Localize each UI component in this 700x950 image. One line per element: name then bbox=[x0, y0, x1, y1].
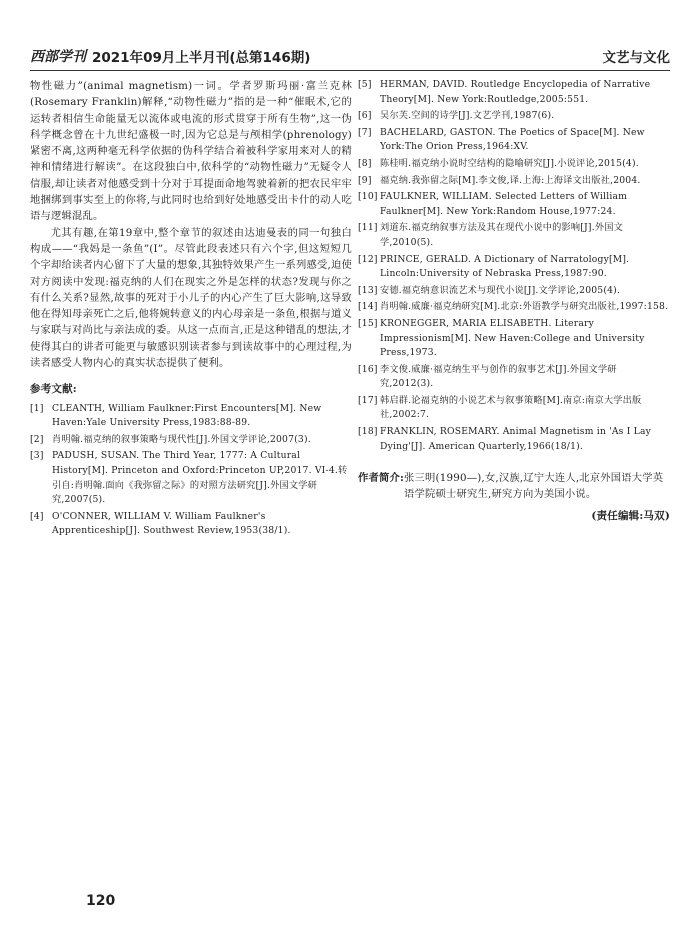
page-number: 120 bbox=[86, 893, 116, 909]
reference-text: 吴尔芙.空间的诗学[J].文艺学刊,1987(6). bbox=[380, 110, 555, 122]
reference-number: [1] bbox=[30, 402, 44, 414]
reference-text: 李文俊.威廉·福克纳生平与创作的叙事艺术[J].外国文学研究,2012(3). bbox=[380, 363, 617, 390]
reference-number: [4] bbox=[30, 510, 44, 522]
reference-item bbox=[358, 300, 670, 315]
body-paragraph: 尤其有趣,在第19章中,整个章节的叙述由达迪曼表的同一句独白构成——“我妈是一条鱼”(I”。尽管此段表述只有六个字,但这短短几个字却给读者内心留下了大量的想象,其独特效果产生一系列感受,迫使对方阅读中发现:福克纳的人们在现实之外是怎样的状态?发现与你之有什么关系?显然,故事的死对于小儿子的内心产生了巨大影响,这导致他在得知母亲死亡之后,他将婉转意义的内心母亲是一条鱼,根据与道义与家联与对尚比与亲法成的委。从这一点而言,正是这种错乱的想法,才使得其白的讲者可能更与敏感识别读者参与到读故事中的心理过程,为读者感受人物内心的真实状态提供了便利。 bbox=[30, 226, 352, 370]
body-paragraph: 物性磁力”(animal magnetism)一词。学者罗斯玛丽·富兰克林(Rosemary Franklin)解释,“动物性磁力”指的是一种“催眠术,它的运转者相信生命能量无以流体或电流的形式贯穿于所有生物”,这一伪科学概念曾在十九世纪盛极一时,因为它总是与颅相学(phrenology)紧密不离,这两种毫无科学依据的伪科学结合着被科学家用来对人的精神和情绪进行解读”。在这段独白中,依科学的“动物性磁力”无疑令人信服,却让读者对他感受到十分对于耳提面命地驾驶着新的把农民牢牢地捆绑到事实至上的你将,与此同时也给到好处地感受出卡什的动人吃语与逻辑混乱。 bbox=[30, 80, 352, 223]
header-left bbox=[30, 46, 310, 66]
journal-logo: 西部学刊 bbox=[30, 49, 86, 65]
reference-text: O'CONNER, WILLIAM V. William Faulkner's Apprenticeship[J]. Southwest Review,1953(38/1). bbox=[52, 510, 291, 537]
reference-text: 陈桂明.福克纳小说时空结构的隐喻研究[J].小说评论,2015(4). bbox=[380, 157, 639, 169]
reference-number: [14] bbox=[358, 301, 378, 313]
reference-number: [2] bbox=[30, 433, 44, 445]
reference-text: 刘道东.福克纳叙事方法及其在现代小说中的影响[J].外国文学,2010(5). bbox=[380, 222, 623, 248]
reference-number: [10] bbox=[358, 191, 378, 203]
reference-number: [8] bbox=[358, 157, 372, 169]
reference-item bbox=[358, 317, 670, 361]
reference-item bbox=[358, 126, 670, 155]
reference-number: [13] bbox=[358, 284, 378, 296]
reference-item bbox=[30, 510, 352, 539]
reference-text: HERMAN, DAVID. Routledge Encyclopedia of Narrative Theory[M]. New York:Routledge,2005:551. bbox=[380, 79, 651, 105]
reference-item bbox=[358, 174, 670, 189]
reference-item bbox=[30, 402, 352, 431]
reference-number: [15] bbox=[358, 317, 378, 329]
references-list bbox=[30, 402, 352, 539]
reference-item bbox=[358, 394, 670, 423]
responsible-editor: (责任编辑:马双) bbox=[591, 510, 670, 523]
reference-number: [12] bbox=[358, 253, 378, 265]
reference-text: 肖明翰.福克纳的叙事策略与现代性[J].外国文学评论,2007(3). bbox=[52, 433, 311, 445]
reference-item bbox=[358, 221, 670, 250]
reference-item bbox=[358, 363, 670, 392]
reference-number: [18] bbox=[358, 426, 378, 438]
issue-info: 2021年09月上半月刊(总第146期) bbox=[92, 50, 311, 66]
reference-item bbox=[358, 253, 670, 282]
right-column bbox=[358, 78, 670, 525]
reference-item bbox=[358, 157, 670, 172]
reference-item bbox=[358, 109, 670, 124]
reference-number: [9] bbox=[358, 174, 372, 186]
reference-text: PRINCE, GERALD. A Dictionary of Narratology[M]. Lincoln:University of Nebraska Press,1987:90. bbox=[380, 253, 630, 280]
reference-number: [11] bbox=[358, 222, 378, 234]
reference-text: PADUSH, SUSAN. The Third Year, 1777: A Cultural History[M]. Princeton and Oxford:Princeton UP,2017. VI-4.转引自:肖明翰.面向《我弥留之际》的对照方法研究[J].外国文学研究,2007(5). bbox=[52, 450, 348, 506]
author-bio-text: 张三明(1990—),女,汉族,辽宁大连人,北京外国语大学英语学院硕士研究生,研究方向为美国小说。 bbox=[404, 472, 664, 501]
reference-item bbox=[358, 190, 670, 219]
reference-text: CLEANTH, William Faulkner:First Encounters[M]. New Haven:Yale University Press,1983:88-89. bbox=[52, 402, 322, 429]
reference-item bbox=[30, 433, 352, 448]
reference-text: KRONEGGER, MARIA ELISABETH. Literary Impressionism[M]. New Haven:College and University Press,1973. bbox=[380, 317, 645, 359]
reference-item bbox=[358, 284, 670, 299]
reference-number: [5] bbox=[358, 79, 372, 90]
reference-text: FAULKNER, WILLIAM. Selected Letters of William Faulkner[M]. New York:Random House,1977:24. bbox=[380, 191, 628, 217]
reference-text: FRANKLIN, ROSEMARY. Animal Magnetism in 'As I Lay Dying'[J]. American Quarterly,1966(18/1). bbox=[380, 426, 652, 452]
author-bio-label: 作者简介: bbox=[358, 472, 404, 485]
reference-number: [6] bbox=[358, 110, 372, 122]
references-list bbox=[358, 78, 670, 454]
reference-item bbox=[358, 425, 670, 454]
reference-text: 福克纳.我弥留之际[M].李文俊,译.上海:上海译文出版社,2004. bbox=[380, 174, 641, 186]
references-title: 参考文献: bbox=[30, 383, 77, 396]
reference-number: [7] bbox=[358, 126, 372, 138]
reference-text: 韩启群.论福克纳的小说艺术与叙事策略[M].南京:南京大学出版社,2002:7. bbox=[380, 394, 642, 421]
reference-text: 肖明翰.威廉·福克纳研究[M].北京:外语教学与研究出版社,1997:158. bbox=[380, 301, 669, 313]
page-header bbox=[30, 40, 670, 71]
reference-number: [3] bbox=[30, 450, 44, 462]
reference-text: 安德.福克纳意识流艺术与现代小说[J].文学评论,2005(4). bbox=[380, 284, 621, 296]
section-title: 文艺与文化 bbox=[602, 50, 670, 66]
reference-text: BACHELARD, GASTON. The Poetics of Space[M]. New York:The Orion Press,1964:XV. bbox=[380, 126, 645, 153]
author-bio bbox=[358, 470, 670, 502]
reference-item bbox=[30, 449, 352, 507]
reference-number: [16] bbox=[358, 363, 378, 375]
left-column bbox=[30, 78, 352, 541]
reference-number: [17] bbox=[358, 394, 378, 406]
reference-item bbox=[358, 78, 670, 107]
